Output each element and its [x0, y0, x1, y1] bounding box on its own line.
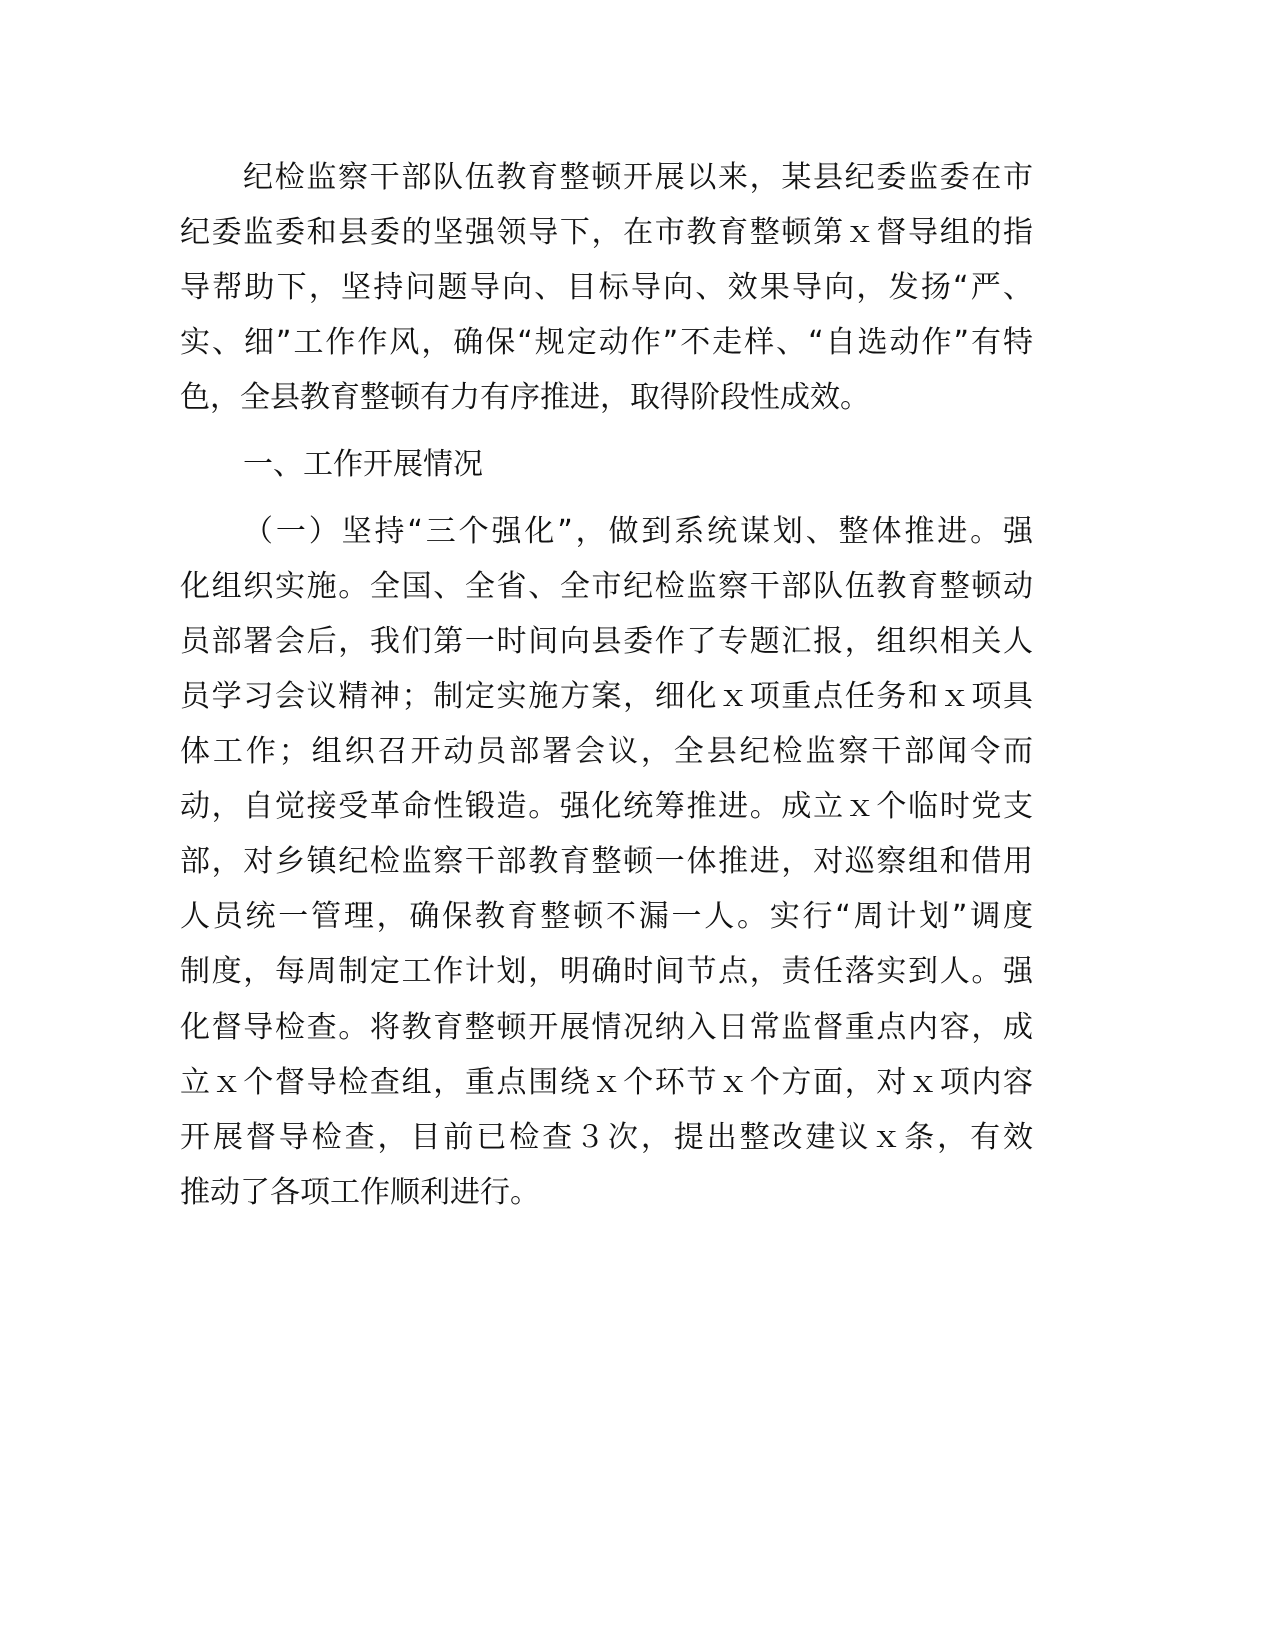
text-line: 部，对乡镇纪检监察干部教育整顿一体推进，对巡察组和借用: [180, 844, 1033, 879]
text-line: （一）坚持“三个强化”，做到系统谋划、整体推进。强: [243, 514, 1033, 549]
text-line: 制度，每周制定工作计划，明确时间节点，责任落实到人。强: [180, 954, 1033, 989]
text-line: 体工作；组织召开动员部署会议，全县纪检监察干部闻令而: [180, 734, 1033, 769]
text-line: 员学习会议精神；制定实施方案，细化ｘ项重点任务和ｘ项具: [180, 679, 1033, 714]
text-line: 立ｘ个督导检查组，重点围绕ｘ个环节ｘ个方面，对ｘ项内容: [180, 1065, 1033, 1100]
section-heading: 一、工作开展情况: [243, 447, 483, 482]
text-line: 导帮助下，坚持问题导向、目标导向、效果导向，发扬“严、: [180, 270, 1033, 305]
text-line: 化组织实施。全国、全省、全市纪检监察干部队伍教育整顿动: [180, 569, 1033, 604]
text-line: 色，全县教育整顿有力有序推进，取得阶段性成效。: [180, 380, 870, 415]
text-line: 纪委监委和县委的坚强领导下，在市教育整顿第ｘ督导组的指: [180, 215, 1033, 250]
text-line: 人员统一管理，确保教育整顿不漏一人。实行“周计划”调度: [180, 899, 1033, 934]
text-line: 开展督导检查，目前已检查３次，提出整改建议ｘ条，有效: [180, 1120, 1033, 1155]
text-line: 员部署会后，我们第一时间向县委作了专题汇报，组织相关人: [180, 624, 1033, 659]
text-line: 化督导检查。将教育整顿开展情况纳入日常监督重点内容，成: [180, 1010, 1033, 1045]
text-line: 动，自觉接受革命性锻造。强化统筹推进。成立ｘ个临时党支: [180, 789, 1033, 824]
text-line: 推动了各项工作顺利进行。: [180, 1175, 540, 1210]
text-line: 实、细”工作作风，确保“规定动作”不走样、“自选动作”有特: [180, 325, 1033, 360]
text-line: 纪检监察干部队伍教育整顿开展以来，某县纪委监委在市: [243, 160, 1033, 195]
